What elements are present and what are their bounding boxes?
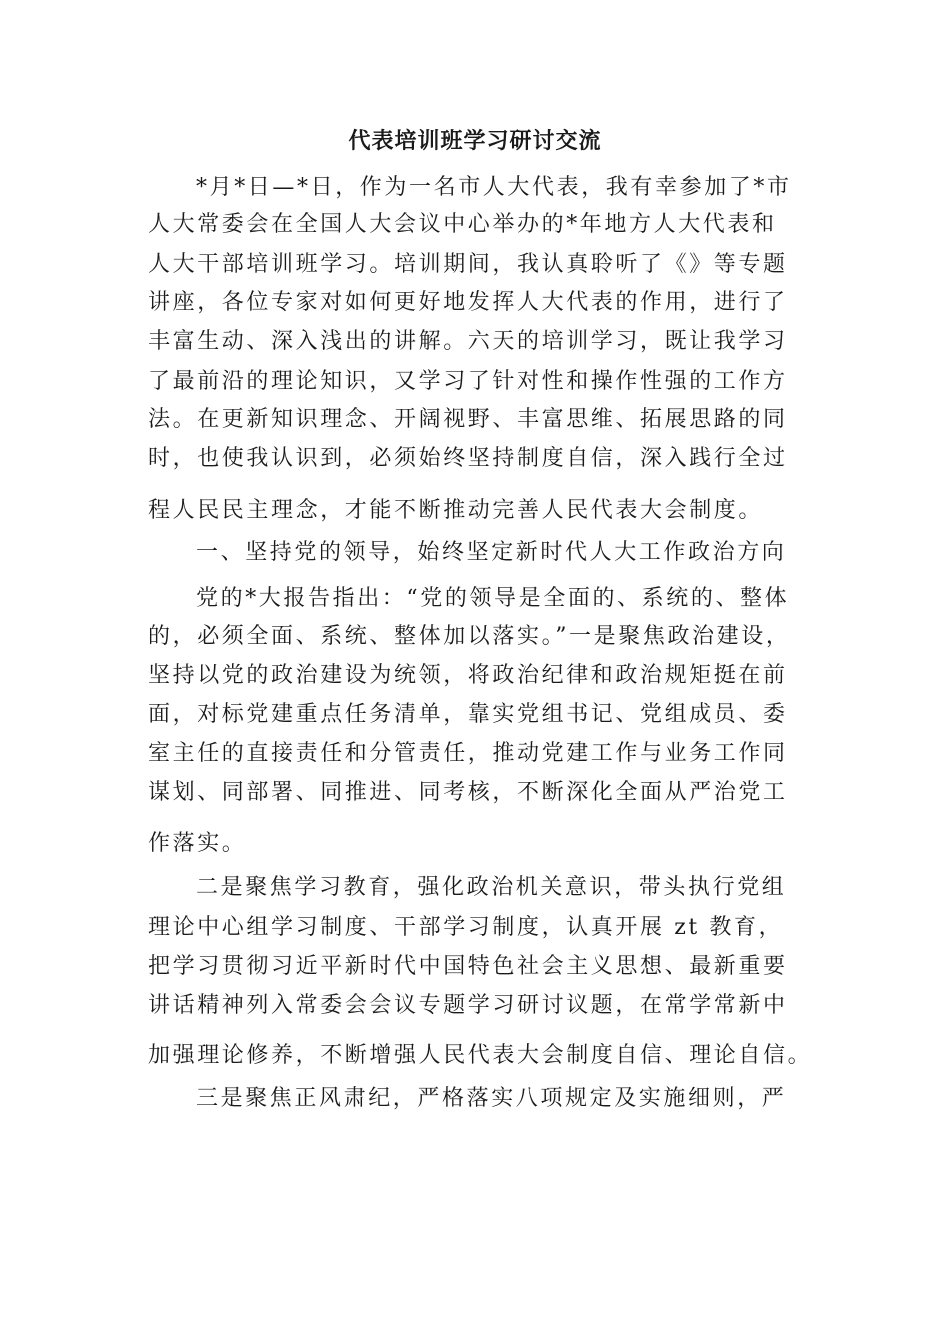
text-line: 讲话精神列入常委会会议专题学习研讨议题，在常学常新中: [148, 993, 788, 1018]
text-line: 加强理论修养，不断增强人民代表大会制度自信、理论自信。: [148, 1043, 813, 1068]
text-line: 坚持以党的政治建设为统领，将政治纪律和政治规矩挺在前: [148, 663, 788, 688]
text-line: 了最前沿的理论知识，又学习了针对性和操作性强的工作方: [148, 369, 788, 394]
text-line: 法。在更新知识理念、开阔视野、丰富思维、拓展思路的同: [148, 407, 788, 432]
text-line: 面，对标党建重点任务清单，靠实党组书记、党组成员、委: [148, 702, 788, 727]
text-line: 把学习贯彻习近平新时代中国特色社会主义思想、最新重要: [148, 954, 788, 979]
section-heading: 一、坚持党的领导，始终坚定新时代人大工作政治方向: [196, 540, 787, 565]
text-line: 人大常委会在全国人大会议中心举办的*年地方人大代表和: [148, 212, 777, 237]
text-line: 丰富生动、深入浅出的讲解。六天的培训学习，既让我学习: [148, 329, 788, 354]
text-line: 二是聚焦学习教育，强化政治机关意识，带头执行党组: [196, 875, 787, 900]
text-line: 讲座，各位专家对如何更好地发挥人大代表的作用，进行了: [148, 290, 788, 315]
text-line: 理论中心组学习制度、干部学习制度，认真开展 zt 教育，: [148, 915, 784, 940]
text-line: 人大干部培训班学习。培训期间，我认真聆听了《》等专题: [148, 252, 788, 277]
text-line: 程人民民主理念，才能不断推动完善人民代表大会制度。: [148, 498, 764, 523]
text-line: *月*日—*日，作为一名市人大代表，我有幸参加了*市: [196, 175, 792, 200]
text-line: 作落实。: [148, 831, 247, 856]
text-line: 时，也使我认识到，必须始终坚持制度自信，深入践行全过: [148, 446, 788, 471]
text-line: 室主任的直接责任和分管责任，推动党建工作与业务工作同: [148, 741, 788, 766]
text-line: 谋划、同部署、同推进、同考核，不断深化全面从严治党工: [148, 780, 788, 805]
document-title: 代表培训班学习研讨交流: [348, 128, 602, 154]
text-line: 党的*大报告指出：“党的领导是全面的、系统的、整体: [196, 586, 790, 611]
text-line: 三是聚焦正风肃纪，严格落实八项规定及实施细则，严: [196, 1086, 787, 1111]
text-line: 的，必须全面、系统、整体加以落实。”一是聚焦政治建设，: [148, 624, 791, 649]
